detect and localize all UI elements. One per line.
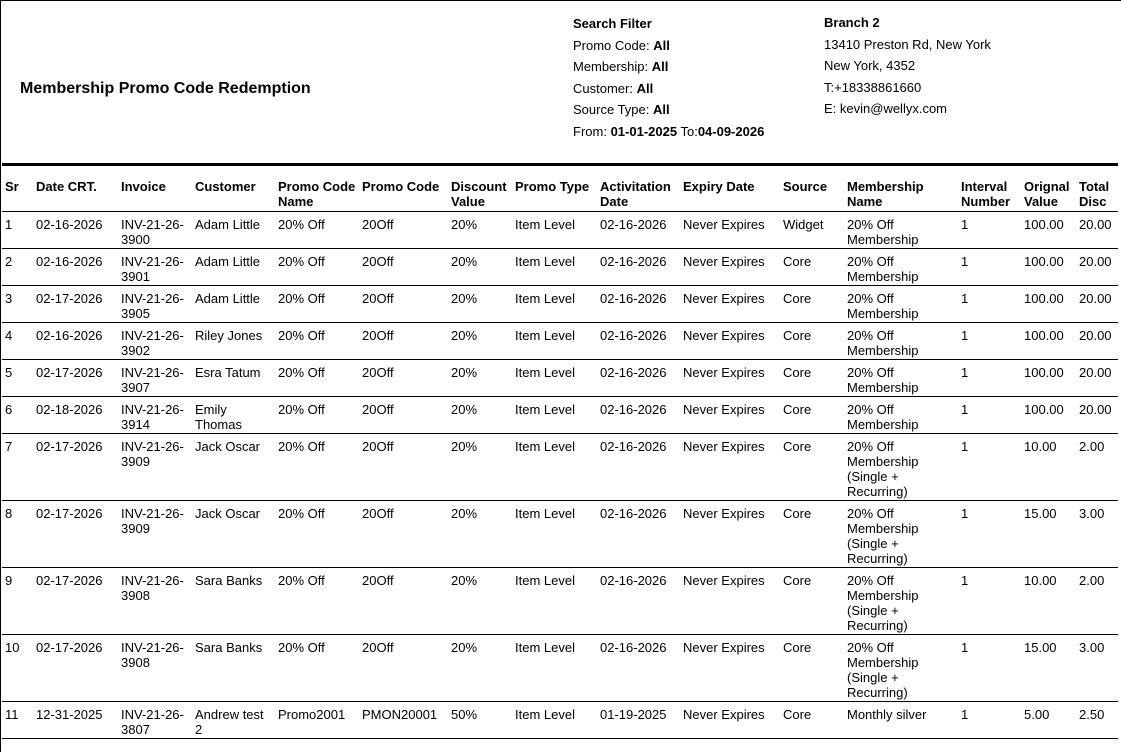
cell-source: Core [780,702,844,739]
page-border-left [0,0,1,752]
cell-customer: Emily Thomas [192,397,275,434]
cell-source: Core [780,501,844,568]
cell-total: 2.50 [1076,702,1118,739]
cell-date: 02-17-2026 [33,360,118,397]
table-row [2,501,1118,568]
cell-interval: 1 [958,323,1021,360]
column-header-sr: Sr [2,166,33,212]
cell-promo_name: 20% Off [275,434,359,501]
cell-membership: Monthly silver [844,702,958,739]
column-header-invoice: Invoice [118,166,192,212]
cell-interval: 1 [958,702,1021,739]
cell-membership: 20% Off Membership (Single + Recurring) [844,501,958,568]
cell-promo_code: 20Off [359,249,448,286]
cell-interval: 1 [958,397,1021,434]
cell-discount: 20% [448,360,512,397]
column-header-date: Date CRT. [33,166,118,212]
table-row [2,635,1118,702]
cell-date: 02-17-2026 [33,434,118,501]
cell-total: 2.00 [1076,568,1118,635]
cell-expiry: Never Expires [680,635,780,702]
cell-date: 02-17-2026 [33,286,118,323]
cell-promo_code: 20Off [359,568,448,635]
cell-customer: Andrew test 2 [192,702,275,739]
cell-expiry: Never Expires [680,501,780,568]
cell-invoice: INV-21-26-3908 [118,635,192,702]
column-header-source: Source [780,166,844,212]
cell-promo_code: 20Off [359,286,448,323]
cell-membership: 20% Off Membership [844,212,958,249]
column-header-promo_type: Promo Type [512,166,597,212]
cell-promo_name: 20% Off [275,286,359,323]
cell-expiry: Never Expires [680,568,780,635]
table-row [2,212,1118,249]
cell-date: 02-17-2026 [33,501,118,568]
cell-promo_name: 20% Off [275,397,359,434]
cell-activation: 02-16-2026 [597,323,680,360]
table-row [2,397,1118,434]
cell-discount: 20% [448,249,512,286]
cell-sr: 5 [2,360,33,397]
cell-interval: 1 [958,360,1021,397]
cell-invoice: INV-21-26-3914 [118,397,192,434]
column-header-promo_code: Promo Code [359,166,448,212]
table-row [2,323,1118,360]
cell-total: 2.00 [1076,434,1118,501]
cell-date: 02-17-2026 [33,635,118,702]
cell-promo_name: 20% Off [275,323,359,360]
cell-promo_type: Item Level [512,249,597,286]
branch-email: E: kevin@wellyx.com [824,101,948,116]
cell-source: Core [780,286,844,323]
cell-total: 20.00 [1076,249,1118,286]
cell-original: 100.00 [1021,397,1076,434]
column-header-customer: Customer [192,166,275,212]
cell-source: Core [780,360,844,397]
cell-interval: 1 [958,286,1021,323]
cell-expiry: Never Expires [680,212,780,249]
cell-promo_type: Item Level [512,323,597,360]
cell-expiry: Never Expires [680,249,780,286]
cell-activation: 02-16-2026 [597,397,680,434]
cell-sr: 10 [2,635,33,702]
cell-interval: 1 [958,249,1021,286]
cell-promo_code: 20Off [359,501,448,568]
cell-date: 02-16-2026 [33,323,118,360]
cell-promo_code: 20Off [359,635,448,702]
cell-date: 12-31-2025 [33,702,118,739]
cell-invoice: INV-21-26-3905 [118,286,192,323]
cell-discount: 20% [448,212,512,249]
cell-expiry: Never Expires [680,286,780,323]
filter-value: 04-09-2026 [697,123,765,139]
cell-sr: 3 [2,286,33,323]
cell-activation: 02-16-2026 [597,434,680,501]
cell-date: 02-17-2026 [33,568,118,635]
cell-promo_code: 20Off [359,212,448,249]
cell-activation: 02-16-2026 [597,360,680,397]
cell-source: Core [780,249,844,286]
cell-discount: 20% [448,397,512,434]
cell-original: 100.00 [1021,249,1076,286]
cell-promo_name: 20% Off [275,249,359,286]
cell-promo_name: 20% Off [275,635,359,702]
cell-customer: Adam Little [192,212,275,249]
cell-customer: Adam Little [192,249,275,286]
filter-label: Customer: [573,80,633,96]
cell-expiry: Never Expires [680,434,780,501]
cell-promo_type: Item Level [512,212,597,249]
cell-discount: 20% [448,434,512,501]
cell-date: 02-16-2026 [33,212,118,249]
cell-original: 10.00 [1021,434,1076,501]
cell-promo_name: Promo2001 [275,702,359,739]
cell-total: 20.00 [1076,323,1118,360]
cell-customer: Jack Oscar [192,434,275,501]
cell-activation: 02-16-2026 [597,249,680,286]
cell-total: 20.00 [1076,286,1118,323]
cell-sr: 9 [2,568,33,635]
cell-total: 3.00 [1076,635,1118,702]
filter-label: Promo Code: [573,37,650,53]
cell-promo_type: Item Level [512,286,597,323]
cell-promo_type: Item Level [512,360,597,397]
cell-membership: 20% Off Membership (Single + Recurring) [844,635,958,702]
column-header-membership: Membership Name [844,166,958,212]
cell-interval: 1 [958,568,1021,635]
redemption-table-wrapper [2,163,1118,739]
cell-membership: 20% Off Membership (Single + Recurring) [844,434,958,501]
cell-activation: 01-19-2025 [597,702,680,739]
column-header-expiry: Expiry Date [680,166,780,212]
cell-original: 15.00 [1021,501,1076,568]
cell-interval: 1 [958,212,1021,249]
table-row [2,568,1118,635]
cell-source: Core [780,397,844,434]
cell-promo_code: 20Off [359,360,448,397]
cell-sr: 4 [2,323,33,360]
cell-invoice: INV-21-26-3807 [118,702,192,739]
cell-promo_code: 20Off [359,397,448,434]
cell-customer: Esra Tatum [192,360,275,397]
cell-original: 100.00 [1021,360,1076,397]
table-body [2,212,1118,739]
cell-sr: 2 [2,249,33,286]
page-border-top [0,0,1121,1]
branch-info [824,12,991,120]
cell-total: 20.00 [1076,360,1118,397]
cell-promo_type: Item Level [512,568,597,635]
cell-promo_name: 20% Off [275,360,359,397]
cell-promo_type: Item Level [512,702,597,739]
cell-customer: Jack Oscar [192,501,275,568]
cell-original: 100.00 [1021,286,1076,323]
cell-total: 20.00 [1076,397,1118,434]
cell-total: 3.00 [1076,501,1118,568]
cell-expiry: Never Expires [680,702,780,739]
cell-promo_type: Item Level [512,434,597,501]
cell-expiry: Never Expires [680,397,780,434]
column-header-interval: Interval Number [958,166,1021,212]
report-title: Membership Promo Code Redemption [20,80,311,97]
table-header-row [2,166,1118,212]
cell-date: 02-18-2026 [33,397,118,434]
filter-membership [573,56,764,78]
cell-invoice: INV-21-26-3900 [118,212,192,249]
cell-customer: Riley Jones [192,323,275,360]
cell-discount: 20% [448,323,512,360]
filter-source-type [573,99,764,121]
table-row [2,249,1118,286]
cell-membership: 20% Off Membership [844,249,958,286]
cell-source: Core [780,568,844,635]
table-row [2,360,1118,397]
cell-original: 15.00 [1021,635,1076,702]
column-header-activation: Activitation Date [597,166,680,212]
cell-membership: 20% Off Membership [844,323,958,360]
cell-expiry: Never Expires [680,360,780,397]
search-filter-heading: Search Filter [573,16,652,31]
cell-original: 5.00 [1021,702,1076,739]
column-header-total: Total Disc [1076,166,1118,212]
filter-value: All [653,102,670,117]
cell-promo_name: 20% Off [275,568,359,635]
filter-value: All [636,80,654,96]
cell-membership: 20% Off Membership [844,360,958,397]
filter-value: All [651,59,669,74]
table-row [2,286,1118,323]
cell-sr: 1 [2,212,33,249]
cell-customer: Sara Banks [192,568,275,635]
cell-promo_code: 20Off [359,323,448,360]
column-header-promo_name: Promo Code Name [275,166,359,212]
cell-activation: 02-16-2026 [597,286,680,323]
redemption-table [2,166,1118,739]
cell-sr: 8 [2,501,33,568]
cell-membership: 20% Off Membership [844,286,958,323]
branch-address-line1: 13410 Preston Rd, New York [824,36,991,52]
cell-promo_code: PMON20001 [359,702,448,739]
filter-label: From: [573,123,607,139]
cell-promo_code: 20Off [359,434,448,501]
cell-original: 100.00 [1021,323,1076,360]
cell-discount: 50% [448,702,512,739]
cell-promo_type: Item Level [512,635,597,702]
cell-date: 02-16-2026 [33,249,118,286]
cell-invoice: INV-21-26-3907 [118,360,192,397]
cell-invoice: INV-21-26-3902 [118,323,192,360]
cell-sr: 6 [2,397,33,434]
cell-activation: 02-16-2026 [597,501,680,568]
filter-label: Membership: [573,59,649,74]
filter-date-range [573,121,764,143]
filter-promo-code [573,35,764,57]
cell-activation: 02-16-2026 [597,212,680,249]
cell-invoice: INV-21-26-3908 [118,568,192,635]
filter-value: 01-01-2025 [610,123,678,139]
cell-activation: 02-16-2026 [597,568,680,635]
table-row [2,702,1118,739]
branch-phone: T:+18338861660 [824,79,922,95]
cell-promo_name: 20% Off [275,212,359,249]
table-row [2,434,1118,501]
cell-invoice: INV-21-26-3901 [118,249,192,286]
cell-discount: 20% [448,635,512,702]
cell-invoice: INV-21-26-3909 [118,434,192,501]
cell-activation: 02-16-2026 [597,635,680,702]
cell-promo_name: 20% Off [275,501,359,568]
column-header-discount: Discount Value [448,166,512,212]
cell-membership: 20% Off Membership [844,397,958,434]
cell-total: 20.00 [1076,212,1118,249]
cell-interval: 1 [958,635,1021,702]
search-filter [573,13,764,142]
branch-name: Branch 2 [824,15,880,30]
cell-source: Core [780,434,844,501]
filter-value: All [653,37,670,53]
cell-invoice: INV-21-26-3909 [118,501,192,568]
cell-expiry: Never Expires [680,323,780,360]
cell-discount: 20% [448,501,512,568]
cell-promo_type: Item Level [512,501,597,568]
cell-customer: Adam Little [192,286,275,323]
branch-address-line2: New York, 4352 [824,58,916,73]
column-header-original: Orignal Value [1021,166,1076,212]
cell-source: Core [780,635,844,702]
cell-original: 100.00 [1021,212,1076,249]
cell-discount: 20% [448,286,512,323]
cell-source: Core [780,323,844,360]
filter-label: To: [680,123,698,139]
filter-customer [573,78,764,100]
cell-sr: 11 [2,702,33,739]
cell-source: Widget [780,212,844,249]
cell-original: 10.00 [1021,568,1076,635]
cell-membership: 20% Off Membership (Single + Recurring) [844,568,958,635]
cell-interval: 1 [958,501,1021,568]
cell-sr: 7 [2,434,33,501]
filter-label: Source Type: [573,102,650,117]
cell-interval: 1 [958,434,1021,501]
cell-promo_type: Item Level [512,397,597,434]
cell-customer: Sara Banks [192,635,275,702]
cell-discount: 20% [448,568,512,635]
